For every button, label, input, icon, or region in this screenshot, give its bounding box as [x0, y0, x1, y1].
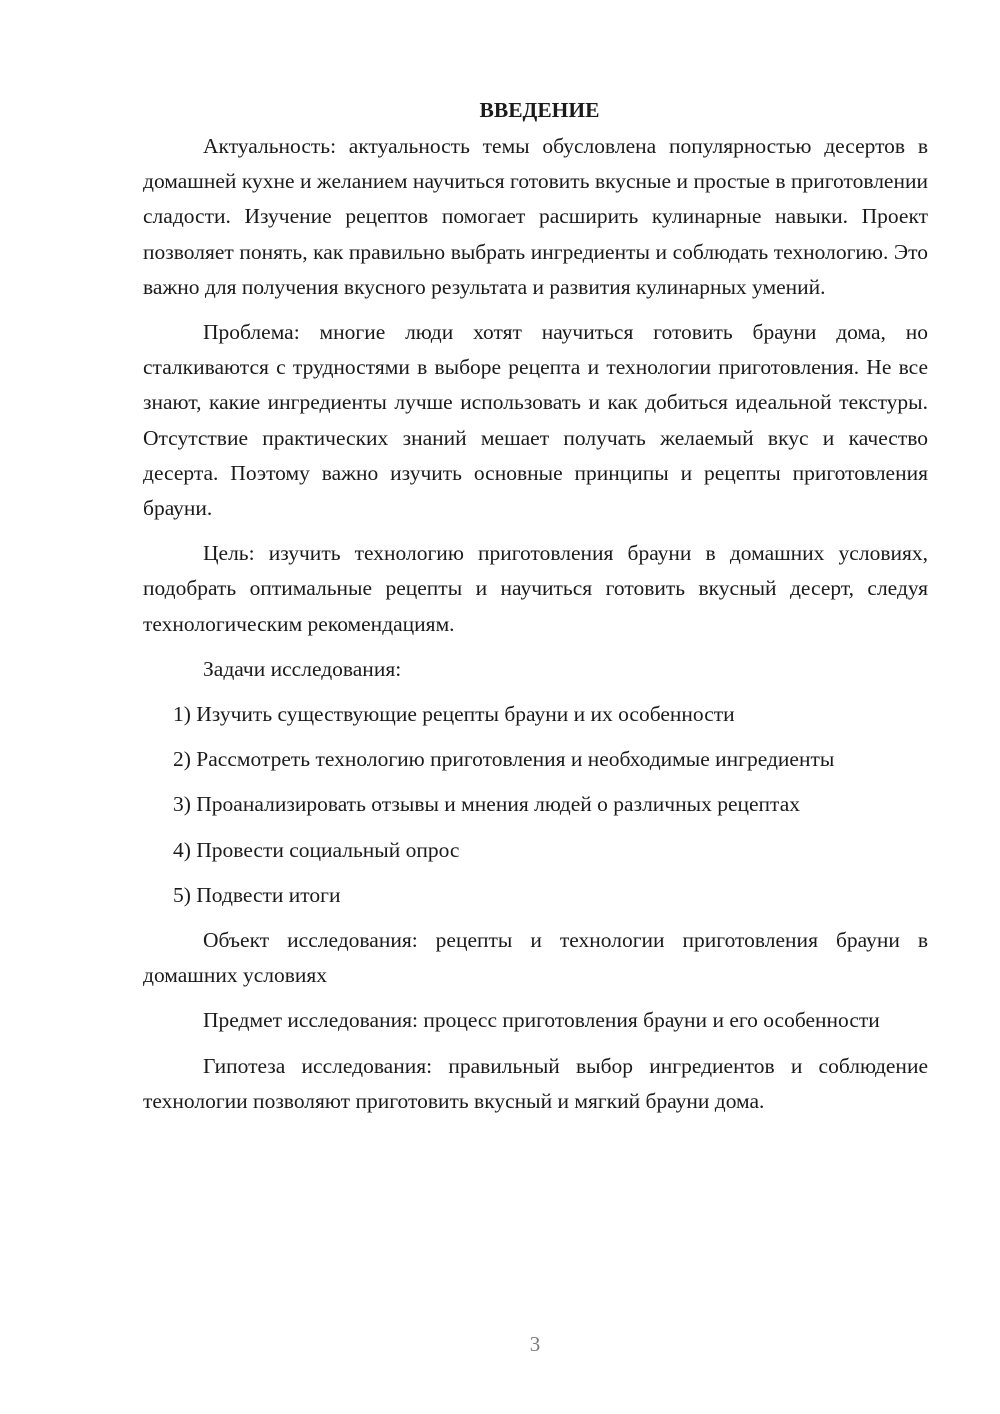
task-item: 3) Проанализировать отзывы и мнения людей о различных рецептах	[173, 792, 800, 817]
tasks-heading: Задачи исследования:	[203, 656, 402, 681]
relevance-paragraph: Актуальность: актуальность темы обусловлена популярностью десертов в домашней кухне и желанием научиться готовить вкусные и простые в приготовлении сладости. Изучение рецептов помогает расширить кулинарные навыки. Проект позволяет понять, как правильно выбрать ингредиенты и соблюдать технологию. Это важно для получения вкусного результата и развития кулинарных умений.	[143, 134, 928, 299]
document-body	[143, 93, 928, 1129]
goal-paragraph: Цель: изучить технологию приготовления брауни в домашних условиях, подобрать оптимальные рецепты и научиться готовить вкусный десерт, следуя технологическим рекомендациям.	[143, 541, 928, 636]
task-item: 2) Рассмотреть технологию приготовления и необходимые ингредиенты	[173, 747, 835, 772]
subject-paragraph: Предмет исследования: процесс приготовления брауни и его особенности	[203, 1008, 880, 1033]
object-paragraph: Объект исследования: рецепты и технологии приготовления брауни в домашних условиях	[143, 928, 928, 988]
task-item: 4) Провести социальный опрос	[173, 837, 460, 862]
page-number: 3	[529, 1332, 541, 1356]
problem-paragraph: Проблема: многие люди хотят научиться готовить брауни дома, но сталкиваются с трудностями в выборе рецепта и технологии приготовления. Не все знают, какие ингредиенты лучше использовать и как добиться идеальной текстуры. Отсутствие практических знаний мешает получать желаемый вкус и качество десерта. Поэтому важно изучить основные принципы и рецепты приготовления брауни.	[143, 320, 928, 521]
task-item: 1) Изучить существующие рецепты брауни и их особенности	[173, 702, 735, 727]
hypothesis-paragraph: Гипотеза исследования: правильный выбор ингредиентов и соблюдение технологии позволяют приготовить вкусный и мягкий брауни дома.	[143, 1053, 928, 1113]
task-item: 5) Подвести итоги	[173, 882, 341, 907]
page-title: ВВЕДЕНИЕ	[479, 98, 600, 122]
